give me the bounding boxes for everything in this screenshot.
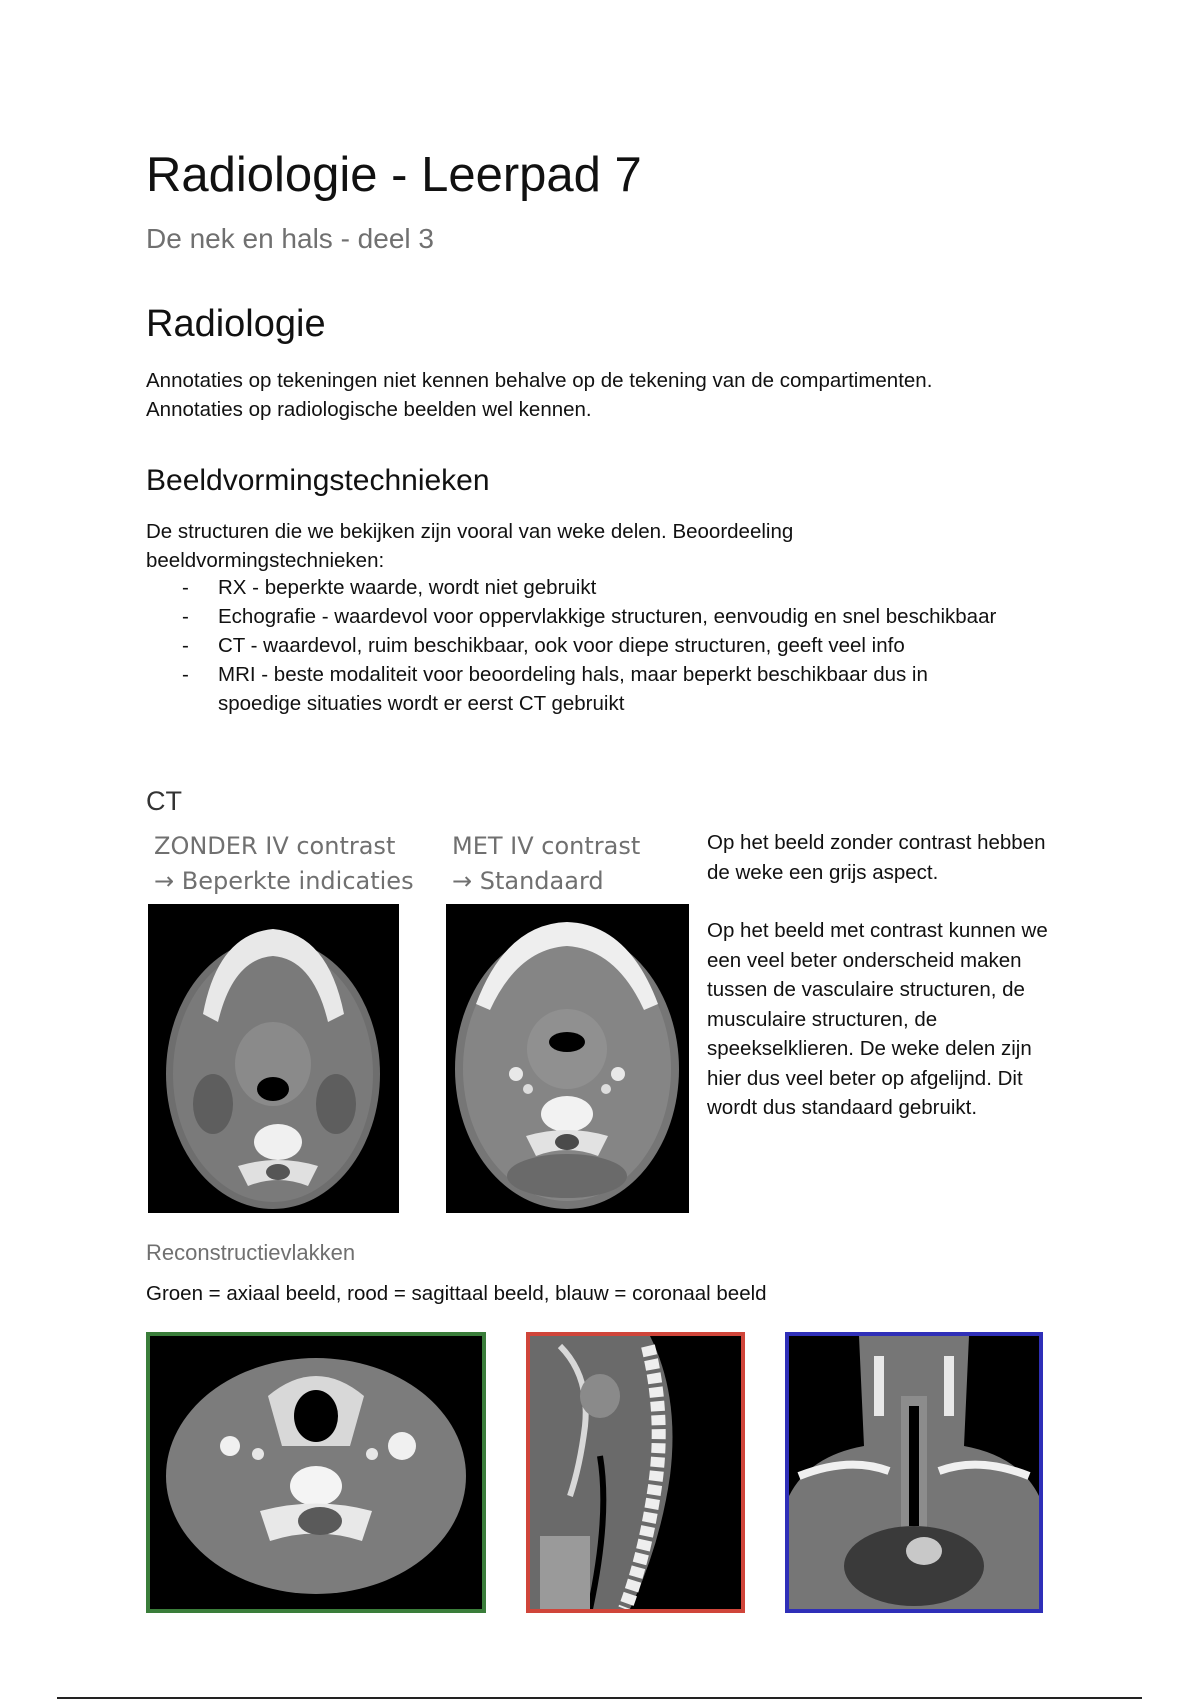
list-item xyxy=(146,573,1006,602)
ct-scan-with-contrast-image xyxy=(446,904,689,1213)
caption-no-contrast-line2: → Beperkte indicaties xyxy=(154,867,414,895)
caption-with-contrast-line1: MET IV contrast xyxy=(452,832,641,860)
bullet-text: Echografie - waardevol voor oppervlakkige structuren, eenvoudig en snel beschikbaar xyxy=(218,605,997,628)
section-heading-beeldvorming: Beeldvormingstechnieken xyxy=(146,464,490,497)
coronal-scan-drawing xyxy=(789,1336,1039,1609)
axial-reconstruction-image xyxy=(146,1332,486,1613)
caption-with-contrast xyxy=(452,829,640,899)
list-item xyxy=(146,660,1006,718)
coronal-reconstruction-image xyxy=(785,1332,1043,1613)
section-heading-ct: CT xyxy=(146,786,182,816)
bullet-dash: - xyxy=(182,576,189,599)
ct-note-with-contrast: Op het beeld met contrast kunnen we een veel beter onderscheid maken tussen de vasculaire structuren, de musculaire structuren, de speekselklieren. De weke delen zijn hier dus veel beter op afgelijnd. Dit wordt dus standaard gebruikt. xyxy=(707,919,1048,1119)
section-heading-reconstructie: Reconstructievlakken xyxy=(146,1240,356,1265)
intro-line-1: Annotaties op tekeningen niet kennen behalve op de tekening van de compartimenten. xyxy=(146,369,933,392)
caption-with-contrast-line2: → Standaard xyxy=(452,867,604,895)
ct-note-no-contrast: Op het beeld zonder contrast hebben de weke een grijs aspect. xyxy=(707,831,1046,884)
ct-scan-no-contrast-image xyxy=(148,904,399,1213)
imaging-bullet-list xyxy=(146,573,1006,718)
list-item xyxy=(146,602,1006,631)
imaging-intro: De structuren die we bekijken zijn vooral van weke delen. Beoordeeling beeldvormingstechnieken: xyxy=(146,520,794,572)
list-item xyxy=(146,631,1006,660)
caption-no-contrast-line1: ZONDER IV contrast xyxy=(154,832,396,860)
bullet-dash: - xyxy=(182,663,189,686)
document-title: Radiologie - Leerpad 7 xyxy=(146,148,642,202)
section-heading-radiologie: Radiologie xyxy=(146,303,326,345)
axial-scan-drawing xyxy=(150,1336,482,1609)
reconstruction-legend: Groen = axiaal beeld, rood = sagittaal beeld, blauw = coronaal beeld xyxy=(146,1282,767,1305)
ct-with-contrast-drawing xyxy=(446,904,689,1213)
bullet-text: RX - beperkte waarde, wordt niet gebruikt xyxy=(218,576,597,599)
intro-line-2: Annotaties op radiologische beelden wel kennen. xyxy=(146,398,592,421)
bullet-text: CT - waardevol, ruim beschikbaar, ook voor diepe structuren, geeft veel info xyxy=(218,634,905,657)
bullet-dash: - xyxy=(182,634,189,657)
document-subtitle: De nek en hals - deel 3 xyxy=(146,223,434,254)
bullet-text: MRI - beste modaliteit voor beoordeling hals, maar beperkt beschikbaar dus in spoedige situaties wordt er eerst CT gebruikt xyxy=(218,663,928,715)
bullet-dash: - xyxy=(182,605,189,628)
sagittal-scan-drawing xyxy=(530,1336,741,1609)
page-bottom-rule xyxy=(57,1697,1142,1699)
ct-no-contrast-drawing xyxy=(148,904,399,1213)
sagittal-reconstruction-image xyxy=(526,1332,745,1613)
caption-no-contrast xyxy=(154,829,414,899)
